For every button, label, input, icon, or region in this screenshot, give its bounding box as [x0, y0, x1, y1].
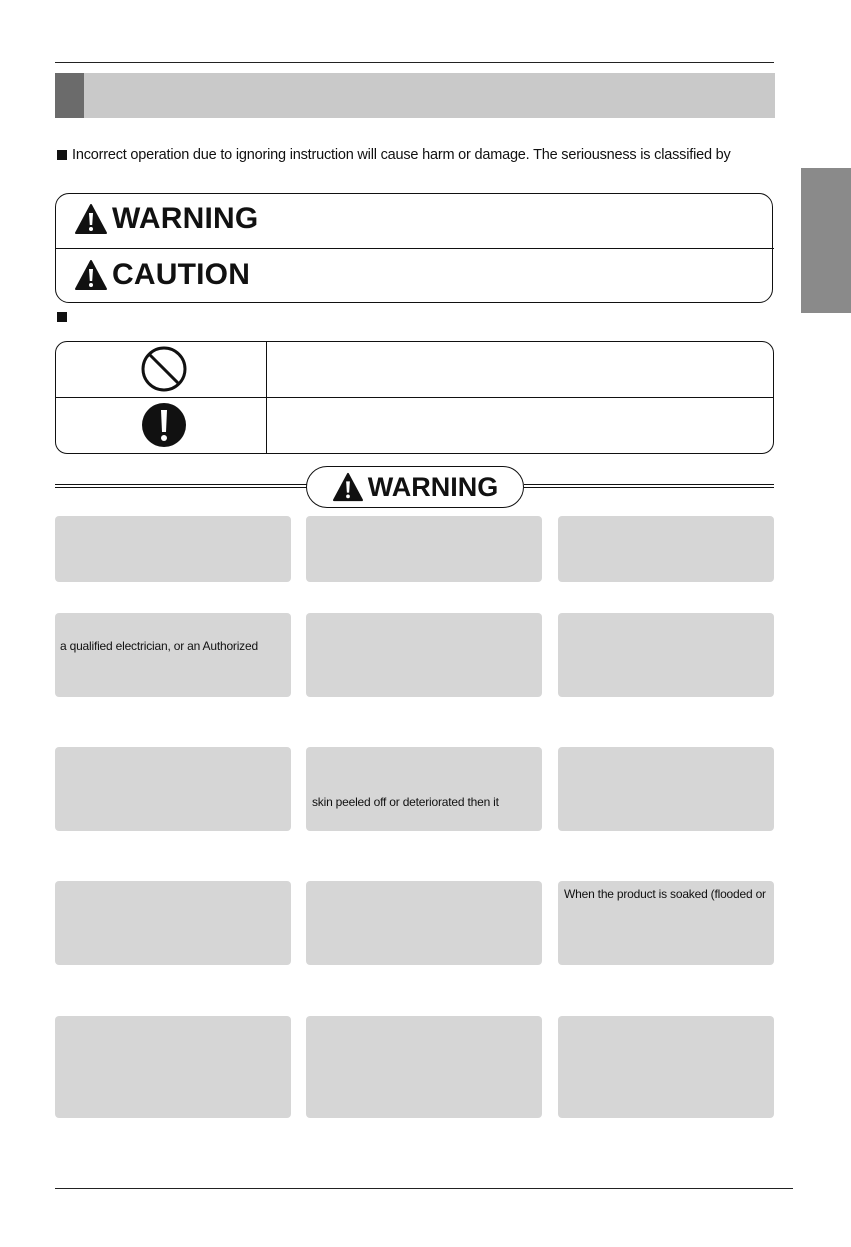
card-text: a qualified electrician, or an Authorized — [60, 639, 258, 653]
warning-divider-right — [524, 484, 774, 488]
card-text: skin peeled off or deteriorated then it — [312, 795, 499, 809]
card-text: When the product is soaked (flooded or — [564, 887, 766, 901]
warning-card — [55, 881, 291, 965]
warning-card — [55, 747, 291, 831]
section-title-bar — [55, 73, 775, 118]
warning-divider-left — [55, 484, 307, 488]
section-title-marker — [55, 73, 84, 118]
warning-card — [306, 516, 542, 582]
symbol-table-row-divider — [55, 397, 774, 398]
level-divider — [55, 248, 774, 249]
warning-level-text: WARNING — [112, 202, 259, 235]
warning-level-label — [74, 202, 258, 236]
warning-section-heading — [306, 466, 524, 508]
warning-card — [306, 1016, 542, 1118]
mandatory-icon — [139, 401, 189, 449]
warning-card — [558, 1016, 774, 1118]
caution-level-text: CAUTION — [112, 258, 251, 291]
prohibited-icon — [139, 345, 189, 393]
warning-card — [558, 516, 774, 582]
caution-triangle-icon — [74, 259, 108, 291]
footer-rule — [55, 1188, 793, 1189]
caution-level-label — [74, 258, 250, 292]
warning-card — [55, 516, 291, 582]
warning-card — [55, 1016, 291, 1118]
intro-text: Incorrect operation due to ignoring instruction will cause harm or damage. The seriousness is classified by — [72, 147, 731, 163]
intro-paragraph — [57, 146, 777, 164]
warning-triangle-icon — [74, 203, 108, 235]
warning-card — [558, 881, 774, 965]
warning-card — [55, 613, 291, 697]
square-bullet-icon — [57, 312, 67, 322]
side-tab — [801, 168, 851, 313]
header-rule — [55, 62, 774, 63]
warning-card — [306, 881, 542, 965]
warning-card — [306, 613, 542, 697]
square-bullet-icon — [57, 150, 67, 160]
warning-card — [558, 747, 774, 831]
warning-card — [306, 747, 542, 831]
warning-section-label: WARNING — [367, 471, 499, 502]
warning-card — [558, 613, 774, 697]
warning-triangle-icon — [332, 472, 364, 502]
